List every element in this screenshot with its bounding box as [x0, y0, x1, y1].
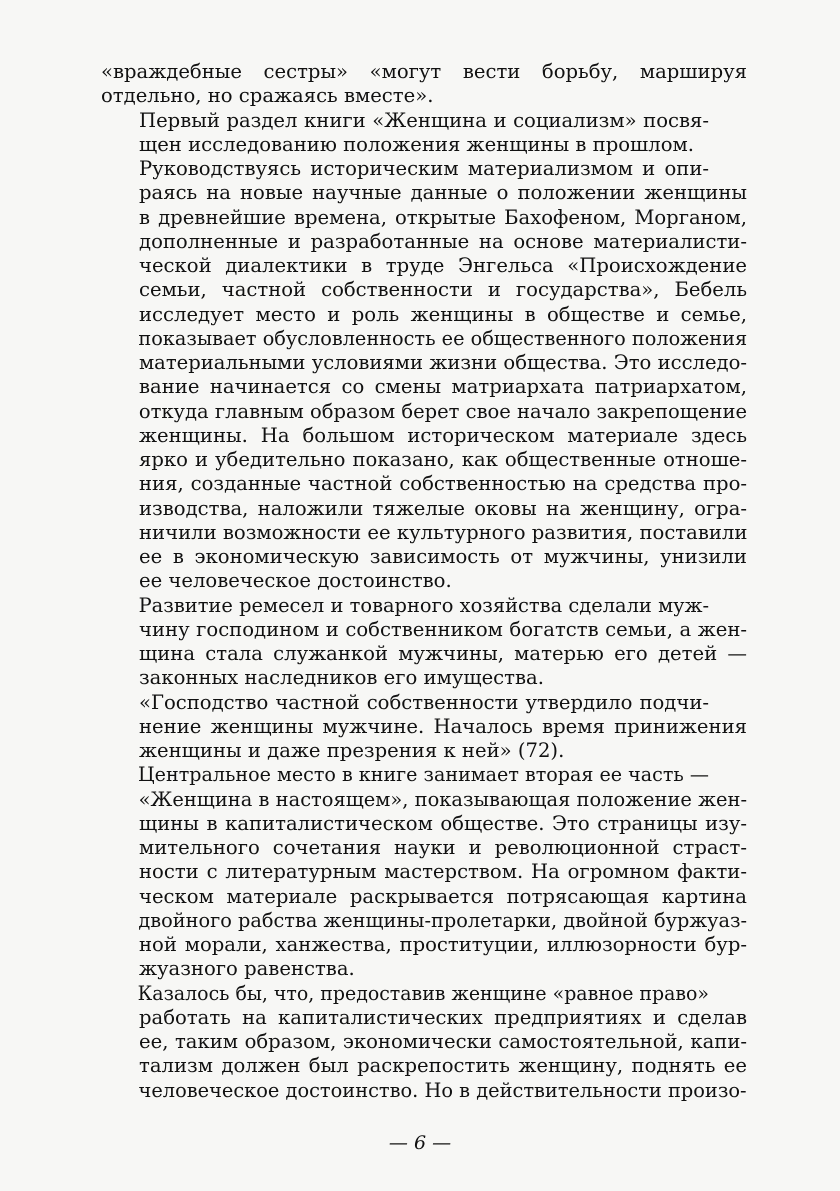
text-line: мительного сочетания науки и революционной страст- — [139, 836, 747, 859]
text-line: Первый раздел книги «Женщина и социализм» посвя- — [139, 108, 709, 132]
paragraph — [101, 691, 747, 764]
text-line: нение женщины мужчине. Началось время принижения — [139, 714, 747, 738]
text-line: ности с литературным мастерством. На огромном факти- — [139, 860, 747, 884]
text-line: двойного рабства женщины-пролетарки, двойной буржуаз- — [138, 908, 748, 932]
text-line: дополненные и разработанные на основе материалисти- — [139, 229, 747, 253]
text-line: показывает обусловленность ее общественного положения — [138, 326, 748, 350]
text-line: работать на капиталистических предприятиях и сделав — [139, 1005, 747, 1029]
text-line: в древнейшие времена, открытые Бахофеном, Морганом, — [139, 205, 747, 229]
text-line: ния, созданные частной собственностью на средства про- — [139, 472, 747, 496]
text-line: откуда главным образом берет свое начало закрепощение — [138, 399, 747, 423]
text-line: Развитие ремесел и товарного хозяйства сделали муж- — [138, 593, 709, 617]
text-line: ной морали, ханжества, проституции, иллюзорности бур- — [139, 933, 747, 956]
paragraph — [101, 109, 747, 158]
text-line: ее в экономическую зависимость от мужчины, унизили — [139, 545, 747, 568]
text-line: щины в капиталистическом обществе. Это страницы изу- — [139, 811, 747, 835]
text-line: человеческое достоинство. Но в действительности произо- — [138, 1078, 747, 1102]
text-line: тализм должен был раскрепостить женщину, поднять ее — [139, 1054, 747, 1078]
text-line: раясь на новые научные данные о положении женщины — [139, 181, 747, 205]
text-line: ее человеческое достоинство. — [139, 569, 452, 593]
text-line: женщины и даже презрения к ней» (72). — [139, 739, 565, 762]
text-line: Руководствуясь историческим материализмом и опи- — [139, 157, 709, 180]
text-line: вание начинается со смены матриархата патриархатом, — [139, 375, 747, 399]
text-line: «Господство частной собственности утвердило подчи- — [139, 690, 709, 714]
text-line: ничили возможности ее культурного развития, поставили — [139, 520, 748, 544]
body-text — [101, 60, 747, 1103]
text-line: щен исследованию положения женщины в прошлом. — [139, 132, 694, 156]
text-line: «враждебные сестры» «могут вести борьбу, маршируя — [101, 60, 747, 83]
text-line: жуазного равенства. — [139, 957, 355, 981]
text-line: чину господином и собственником богатств семьи, а жен- — [139, 617, 747, 641]
text-line: щина стала служанкой мужчины, матерью его детей — — [139, 642, 747, 665]
text-line: семьи, частной собственности и государства», Бебель — [139, 278, 747, 302]
text-line: исследует место и роль женщины в обществе и семье, — [139, 302, 747, 326]
text-line: «Женщина в настоящем», показывающая положение жен- — [138, 787, 748, 811]
text-line: Казалось бы, что, предоставив женщине «равное право» — [137, 981, 709, 1005]
text-line: ческом материале раскрывается потрясающая картина — [139, 884, 747, 908]
text-line: женщины. На большом историческом материале здесь — [139, 423, 747, 447]
text-line: ее, таким образом, экономически самостоятельной, капи- — [139, 1030, 747, 1053]
text-line: ческой диалектики в труде Энгельса «Происхождение — [139, 254, 747, 277]
paragraph — [101, 157, 747, 594]
paragraph — [101, 982, 747, 1103]
text-line: материальными условиями жизни общества. Это исследо- — [138, 351, 747, 374]
text-line: ярко и убедительно показано, как общественные отноше- — [139, 448, 747, 471]
text-line: изводства, наложили тяжелые оковы на женщину, огра- — [139, 496, 747, 520]
paragraph — [101, 763, 747, 981]
page-number: — 6 — — [388, 1132, 452, 1154]
text-line: законных наследников его имущества. — [139, 666, 544, 690]
paragraph — [101, 594, 747, 691]
paragraph — [101, 60, 747, 109]
text-line: Центральное место в книге занимает вторая ее часть — — [138, 763, 709, 787]
text-line: отдельно, но сражаясь вместе». — [101, 84, 434, 108]
